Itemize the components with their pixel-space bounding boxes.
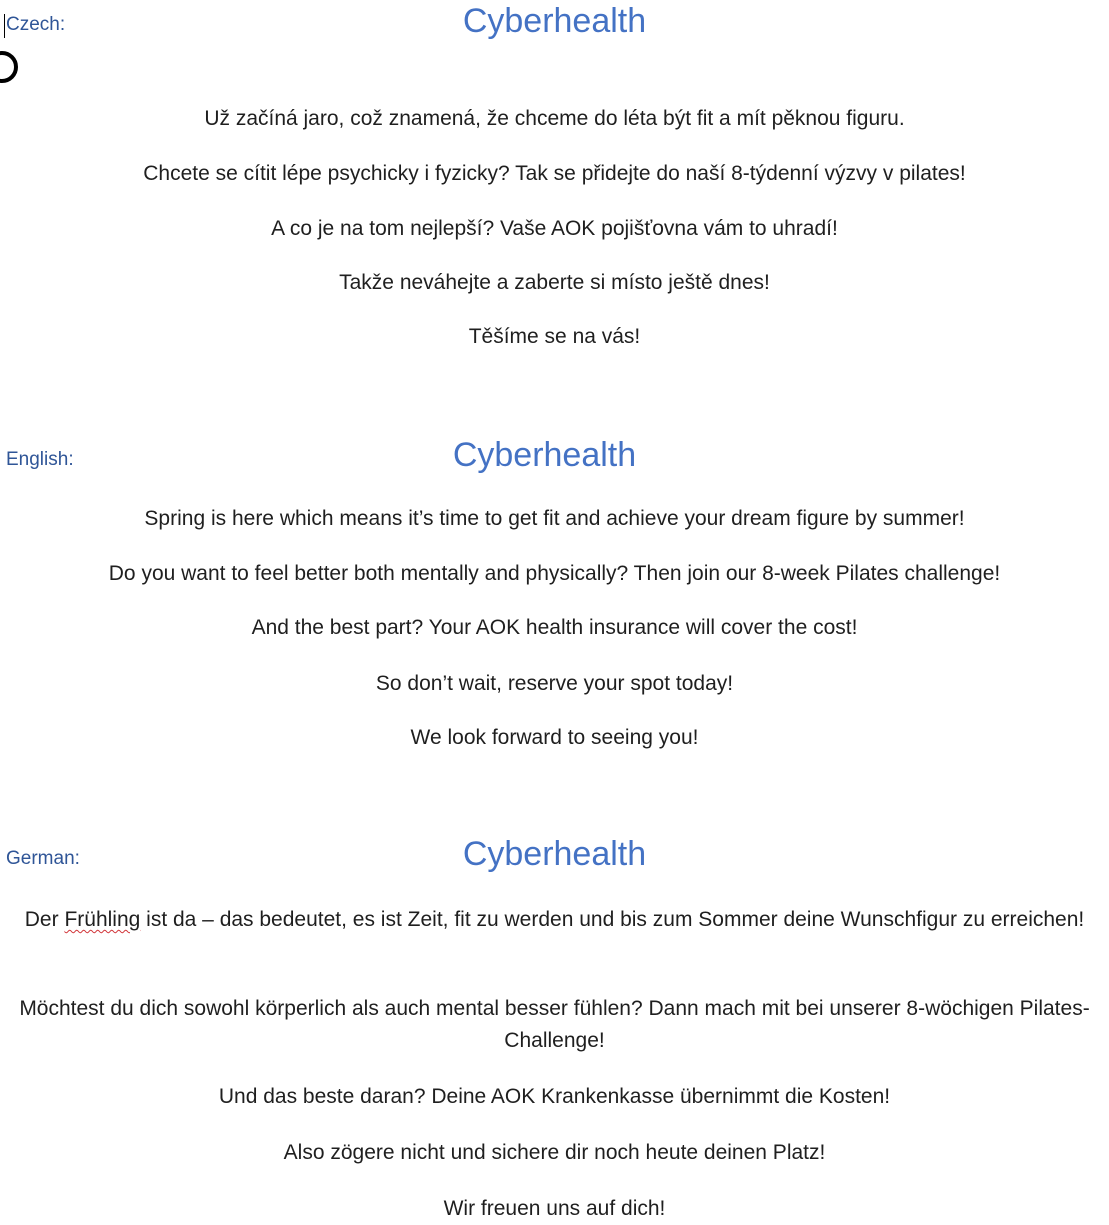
paragraph: So don’t wait, reserve your spot today! — [375, 672, 734, 695]
paragraph: Takže neváhejte a zaberte si místo ještě dnes! — [339, 271, 770, 294]
paragraph: A co je na tom nejlepší? Vaše AOK pojišťovna vám to uhradí! — [271, 217, 838, 240]
language-label-german: German: — [6, 848, 80, 869]
paragraph: Už začíná jaro, což znamená, že chceme do léta být fit a mít pěknou figuru. — [204, 107, 905, 130]
paragraph-text: ist da – das bedeutet, es ist Zeit, fit zu werden und bis zum Sommer deine Wunschfigur zu erreichen! — [140, 908, 1085, 931]
paragraph — [10, 904, 1099, 936]
language-label-english: English: — [6, 449, 74, 470]
circle-handle-icon[interactable] — [0, 51, 18, 83]
paragraph: Těšíme se na vás! — [468, 325, 641, 348]
paragraph: Also zögere nicht und sichere dir noch heute deinen Platz! — [283, 1141, 826, 1164]
paragraph: Chcete se cítit lépe psychicky i fyzicky? Tak se přidejte do naší 8-týdenní výzvy v pilates! — [143, 162, 966, 185]
paragraph-text: Der — [24, 908, 65, 931]
heading-czech: Cyberhealth — [462, 2, 647, 40]
paragraph: Und das beste daran? Deine AOK Krankenkasse übernimmt die Kosten! — [218, 1085, 891, 1108]
paragraph: Do you want to feel better both mentally and physically? Then join our 8-week Pilates challenge! — [108, 562, 1001, 585]
spellcheck-word[interactable]: Frühling — [64, 908, 141, 931]
paragraph: Wir freuen uns auf dich! — [443, 1197, 666, 1220]
paragraph: Möchtest du dich sowohl körperlich als auch mental besser fühlen? Dann mach mit bei unserer 8-wöchigen Pilates-Challenge! — [19, 997, 1090, 1052]
heading-german: Cyberhealth — [462, 835, 647, 873]
paragraph: And the best part? Your AOK health insurance will cover the cost! — [251, 616, 858, 639]
language-label-czech: Czech: — [6, 14, 66, 35]
paragraph: Spring is here which means it’s time to get fit and achieve your dream figure by summer! — [144, 507, 965, 530]
heading-english: Cyberhealth — [452, 436, 637, 474]
paragraph: We look forward to seeing you! — [410, 726, 699, 749]
